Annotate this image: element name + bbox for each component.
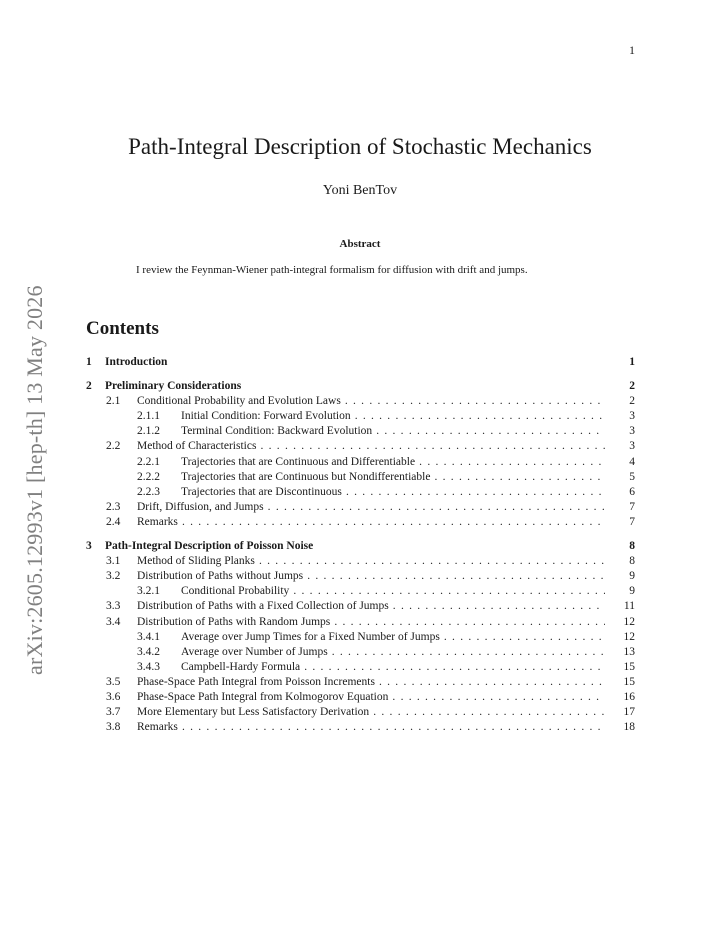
toc-entry-page: 13 bbox=[623, 645, 635, 658]
toc-entry-page: 8 bbox=[629, 555, 635, 568]
toc-entry-page: 1 bbox=[629, 356, 635, 368]
toc-section-entry[interactable] bbox=[86, 675, 635, 690]
toc-entry-page: 17 bbox=[623, 706, 635, 719]
toc-entry-number: 3.3 bbox=[106, 600, 121, 613]
toc-entry-title: Method of Characteristics . . . bbox=[137, 439, 605, 454]
page-number: 1 bbox=[629, 43, 635, 57]
toc-entry-title: Campbell-Hardy Formula . . . bbox=[181, 660, 605, 675]
toc-entry-title: Terminal Condition: Backward Evolution . . . bbox=[181, 424, 605, 439]
toc-entry-number: 3.4 bbox=[106, 615, 121, 628]
toc-entry-page: 12 bbox=[623, 630, 635, 643]
toc-entry-title: Average over Number of Jumps . . . bbox=[181, 645, 605, 660]
toc-subsection-entry[interactable] bbox=[86, 424, 635, 439]
toc-entry-title: Introduction bbox=[105, 356, 168, 368]
toc-entry-title: Initial Condition: Forward Evolution . . . bbox=[181, 409, 605, 424]
toc-entry-page: 2 bbox=[629, 380, 635, 393]
toc-entry-page: 3 bbox=[629, 410, 635, 423]
toc-section-entry[interactable] bbox=[86, 569, 635, 584]
toc-section-entry[interactable] bbox=[86, 500, 635, 515]
toc-entry-page: 4 bbox=[629, 455, 635, 468]
toc-entry-title: Trajectories that are Discontinuous . . . bbox=[181, 485, 605, 500]
toc-entry-page: 15 bbox=[623, 675, 635, 688]
toc-entry-number: 3.2.1 bbox=[137, 585, 160, 598]
toc-entry-number: 2.1.2 bbox=[137, 425, 160, 438]
toc-entry-number: 3.4.1 bbox=[137, 630, 160, 643]
toc-subsection-entry[interactable] bbox=[86, 485, 635, 500]
toc-subsection-entry[interactable] bbox=[86, 455, 635, 470]
toc-entry-number: 2 bbox=[86, 380, 92, 393]
toc-entry-title: Remarks . . . bbox=[137, 515, 605, 530]
toc-entry-title: More Elementary but Less Satisfactory Derivation . . . bbox=[137, 705, 605, 720]
toc-section-entry[interactable] bbox=[86, 394, 635, 409]
abstract-text: I review the Feynman-Wiener path-integral formalism for diffusion with drift and jumps. bbox=[136, 264, 528, 276]
toc-entry-number: 3.4.3 bbox=[137, 660, 160, 673]
toc-entry-number: 2.3 bbox=[106, 500, 121, 513]
toc-entry-number: 3.2 bbox=[106, 570, 121, 583]
toc-entry-page: 18 bbox=[623, 721, 635, 734]
toc-entry-page: 7 bbox=[629, 515, 635, 528]
toc-entry-number: 3.7 bbox=[106, 706, 121, 719]
toc-entry-title: Trajectories that are Continuous and Differentiable . . . bbox=[181, 455, 605, 470]
toc-entry-title: Path-Integral Description of Poisson Noise bbox=[105, 540, 314, 553]
toc-subsection-entry[interactable] bbox=[86, 645, 635, 660]
toc-entry-title: Phase-Space Path Integral from Poisson Increments . . . bbox=[137, 675, 605, 690]
toc-entry-page: 16 bbox=[623, 690, 635, 703]
toc-entry-page: 15 bbox=[623, 660, 635, 673]
toc-subsection-entry[interactable] bbox=[86, 470, 635, 485]
toc-chapter-entry[interactable] bbox=[86, 355, 635, 370]
toc-entry-page: 3 bbox=[629, 440, 635, 453]
toc-entry-number: 3 bbox=[86, 540, 92, 553]
toc-section-entry[interactable] bbox=[86, 720, 635, 735]
toc-subsection-entry[interactable] bbox=[86, 409, 635, 424]
toc-entry-title: Remarks . . . bbox=[137, 720, 605, 735]
toc-entry-page: 3 bbox=[629, 425, 635, 438]
toc-entry-number: 2.2.3 bbox=[137, 485, 160, 498]
toc-entry-number: 2.4 bbox=[106, 515, 121, 528]
paper-title: Path-Integral Description of Stochastic Mechanics bbox=[128, 134, 592, 159]
toc-entry-number: 3.4.2 bbox=[137, 645, 160, 658]
author-name: Yoni BenTov bbox=[322, 183, 398, 198]
toc-entry-title: Average over Jump Times for a Fixed Number of Jumps . . . bbox=[181, 630, 605, 645]
toc-entry-number: 2.1 bbox=[106, 395, 121, 408]
toc-entry-number: 2.2 bbox=[106, 440, 121, 453]
toc-entry-page: 2 bbox=[629, 395, 635, 408]
toc-section-entry[interactable] bbox=[86, 690, 635, 705]
toc-entry-title: Conditional Probability . . . bbox=[181, 584, 605, 599]
toc-section-entry[interactable] bbox=[86, 515, 635, 530]
toc-entry-page: 5 bbox=[629, 470, 635, 483]
toc-entry-page: 11 bbox=[623, 600, 635, 613]
arxiv-side-stamp: arXiv:2605.12993v1 [hep-th] 13 May 2026 bbox=[22, 285, 47, 675]
toc-entry-number: 3.1 bbox=[106, 555, 121, 568]
toc-subsection-entry[interactable] bbox=[86, 584, 635, 599]
toc-entry-page: 6 bbox=[629, 485, 635, 498]
toc-chapter-entry[interactable] bbox=[86, 539, 635, 554]
toc-subsection-entry[interactable] bbox=[86, 630, 635, 645]
toc-entry-number: 1 bbox=[86, 356, 92, 368]
toc-entry-title: Drift, Diffusion, and Jumps . . . bbox=[137, 500, 605, 515]
toc-entry-number: 2.2.2 bbox=[137, 470, 160, 483]
toc-entry-number: 3.8 bbox=[106, 721, 121, 734]
toc-entry-page: 7 bbox=[629, 500, 635, 513]
table-of-contents bbox=[86, 355, 635, 735]
toc-entry-title: Distribution of Paths with Random Jumps . . . bbox=[137, 615, 605, 630]
contents-heading: Contents bbox=[86, 318, 159, 339]
toc-entry-number: 3.6 bbox=[106, 690, 121, 703]
toc-chapter-entry[interactable] bbox=[86, 379, 635, 394]
toc-entry-number: 3.5 bbox=[106, 675, 121, 688]
toc-entry-title: Distribution of Paths with a Fixed Collection of Jumps . . . bbox=[137, 599, 605, 614]
toc-subsection-entry[interactable] bbox=[86, 660, 635, 675]
toc-entry-page: 9 bbox=[629, 585, 635, 598]
toc-entry-title: Conditional Probability and Evolution Laws . . . bbox=[137, 394, 605, 409]
abstract-heading: Abstract bbox=[339, 238, 381, 250]
toc-entry-number: 2.1.1 bbox=[137, 410, 160, 423]
toc-entry-title: Method of Sliding Planks . . . bbox=[137, 554, 605, 569]
toc-section-entry[interactable] bbox=[86, 554, 635, 569]
toc-section-entry[interactable] bbox=[86, 599, 635, 614]
toc-section-entry[interactable] bbox=[86, 615, 635, 630]
toc-section-entry[interactable] bbox=[86, 705, 635, 720]
toc-entry-page: 12 bbox=[623, 615, 635, 628]
toc-entry-page: 9 bbox=[629, 570, 635, 583]
toc-entry-title: Phase-Space Path Integral from Kolmogorov Equation . . . bbox=[137, 690, 605, 705]
toc-section-entry[interactable] bbox=[86, 439, 635, 454]
toc-entry-page: 8 bbox=[629, 540, 635, 553]
toc-entry-title: Distribution of Paths without Jumps . . . bbox=[137, 569, 605, 584]
toc-entry-title: Preliminary Considerations bbox=[105, 380, 242, 393]
toc-entry-title: Trajectories that are Continuous but Nondifferentiable . . . bbox=[181, 470, 605, 485]
toc-entry-number: 2.2.1 bbox=[137, 455, 160, 468]
